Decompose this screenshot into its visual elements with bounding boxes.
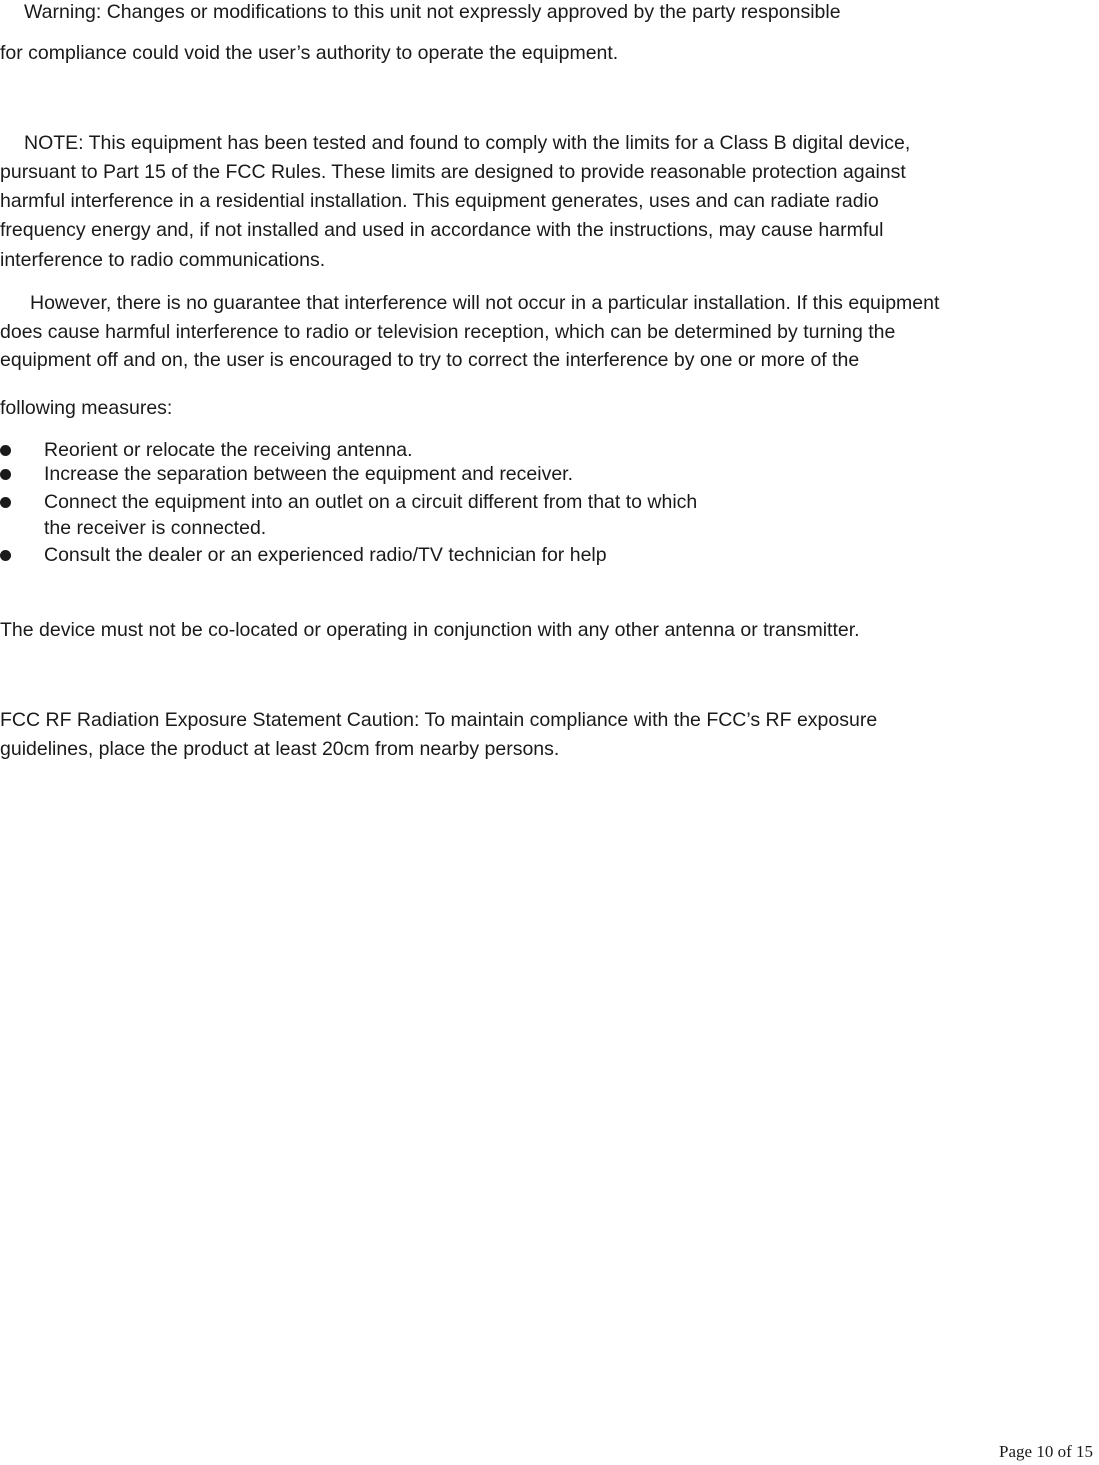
warning-line-1: Warning: Changes or modifications to this unit not expressly approved by the party responsible [24,1,841,23]
however-line-1: However, there is no guarantee that interference will not occur in a particular installation. If this equipment [30,292,940,314]
bullet-icon [0,550,11,561]
note-line-1: NOTE: This equipment has been tested and found to comply with the limits for a Class B digital device, [24,132,911,154]
warning-line-2: for compliance could void the user’s authority to operate the equipment. [0,42,619,64]
page-number: Page 10 of 15 [999,1442,1093,1461]
measure-text: Reorient or relocate the receiving antenna. [44,439,413,461]
however-line-4: following measures: [0,397,173,419]
bullet-icon [0,469,11,480]
note-line-3: harmful interference in a residential installation. This equipment generates, uses and can radiate radio [0,190,879,212]
rf-line-1: FCC RF Radiation Exposure Statement Caution: To maintain compliance with the FCC’s RF exposure [0,709,878,731]
however-line-2: does cause harmful interference to radio or television reception, which can be determined by turning the [0,321,896,343]
bullet-icon [0,497,11,508]
note-line-2: pursuant to Part 15 of the FCC Rules. These limits are designed to provide reasonable protection against [0,161,906,183]
measure-text: Consult the dealer or an experienced radio/TV technician for help [44,544,607,566]
however-line-3: equipment off and on, the user is encouraged to try to correct the interference by one or more of the [0,349,860,371]
note-line-5: interference to radio communications. [0,249,326,271]
note-line-4: frequency energy and, if not installed and used in accordance with the instructions, may cause harmful [0,219,884,241]
rf-line-2: guidelines, place the product at least 20cm from nearby persons. [0,738,560,760]
measure-text: Increase the separation between the equipment and receiver. [44,463,574,485]
measure-text: Connect the equipment into an outlet on a circuit different from that to which [44,491,698,513]
colocation-statement: The device must not be co-located or operating in conjunction with any other antenna or transmitter. [0,619,860,641]
bullet-icon [0,445,11,456]
measure-text-continued: the receiver is connected. [44,517,267,539]
